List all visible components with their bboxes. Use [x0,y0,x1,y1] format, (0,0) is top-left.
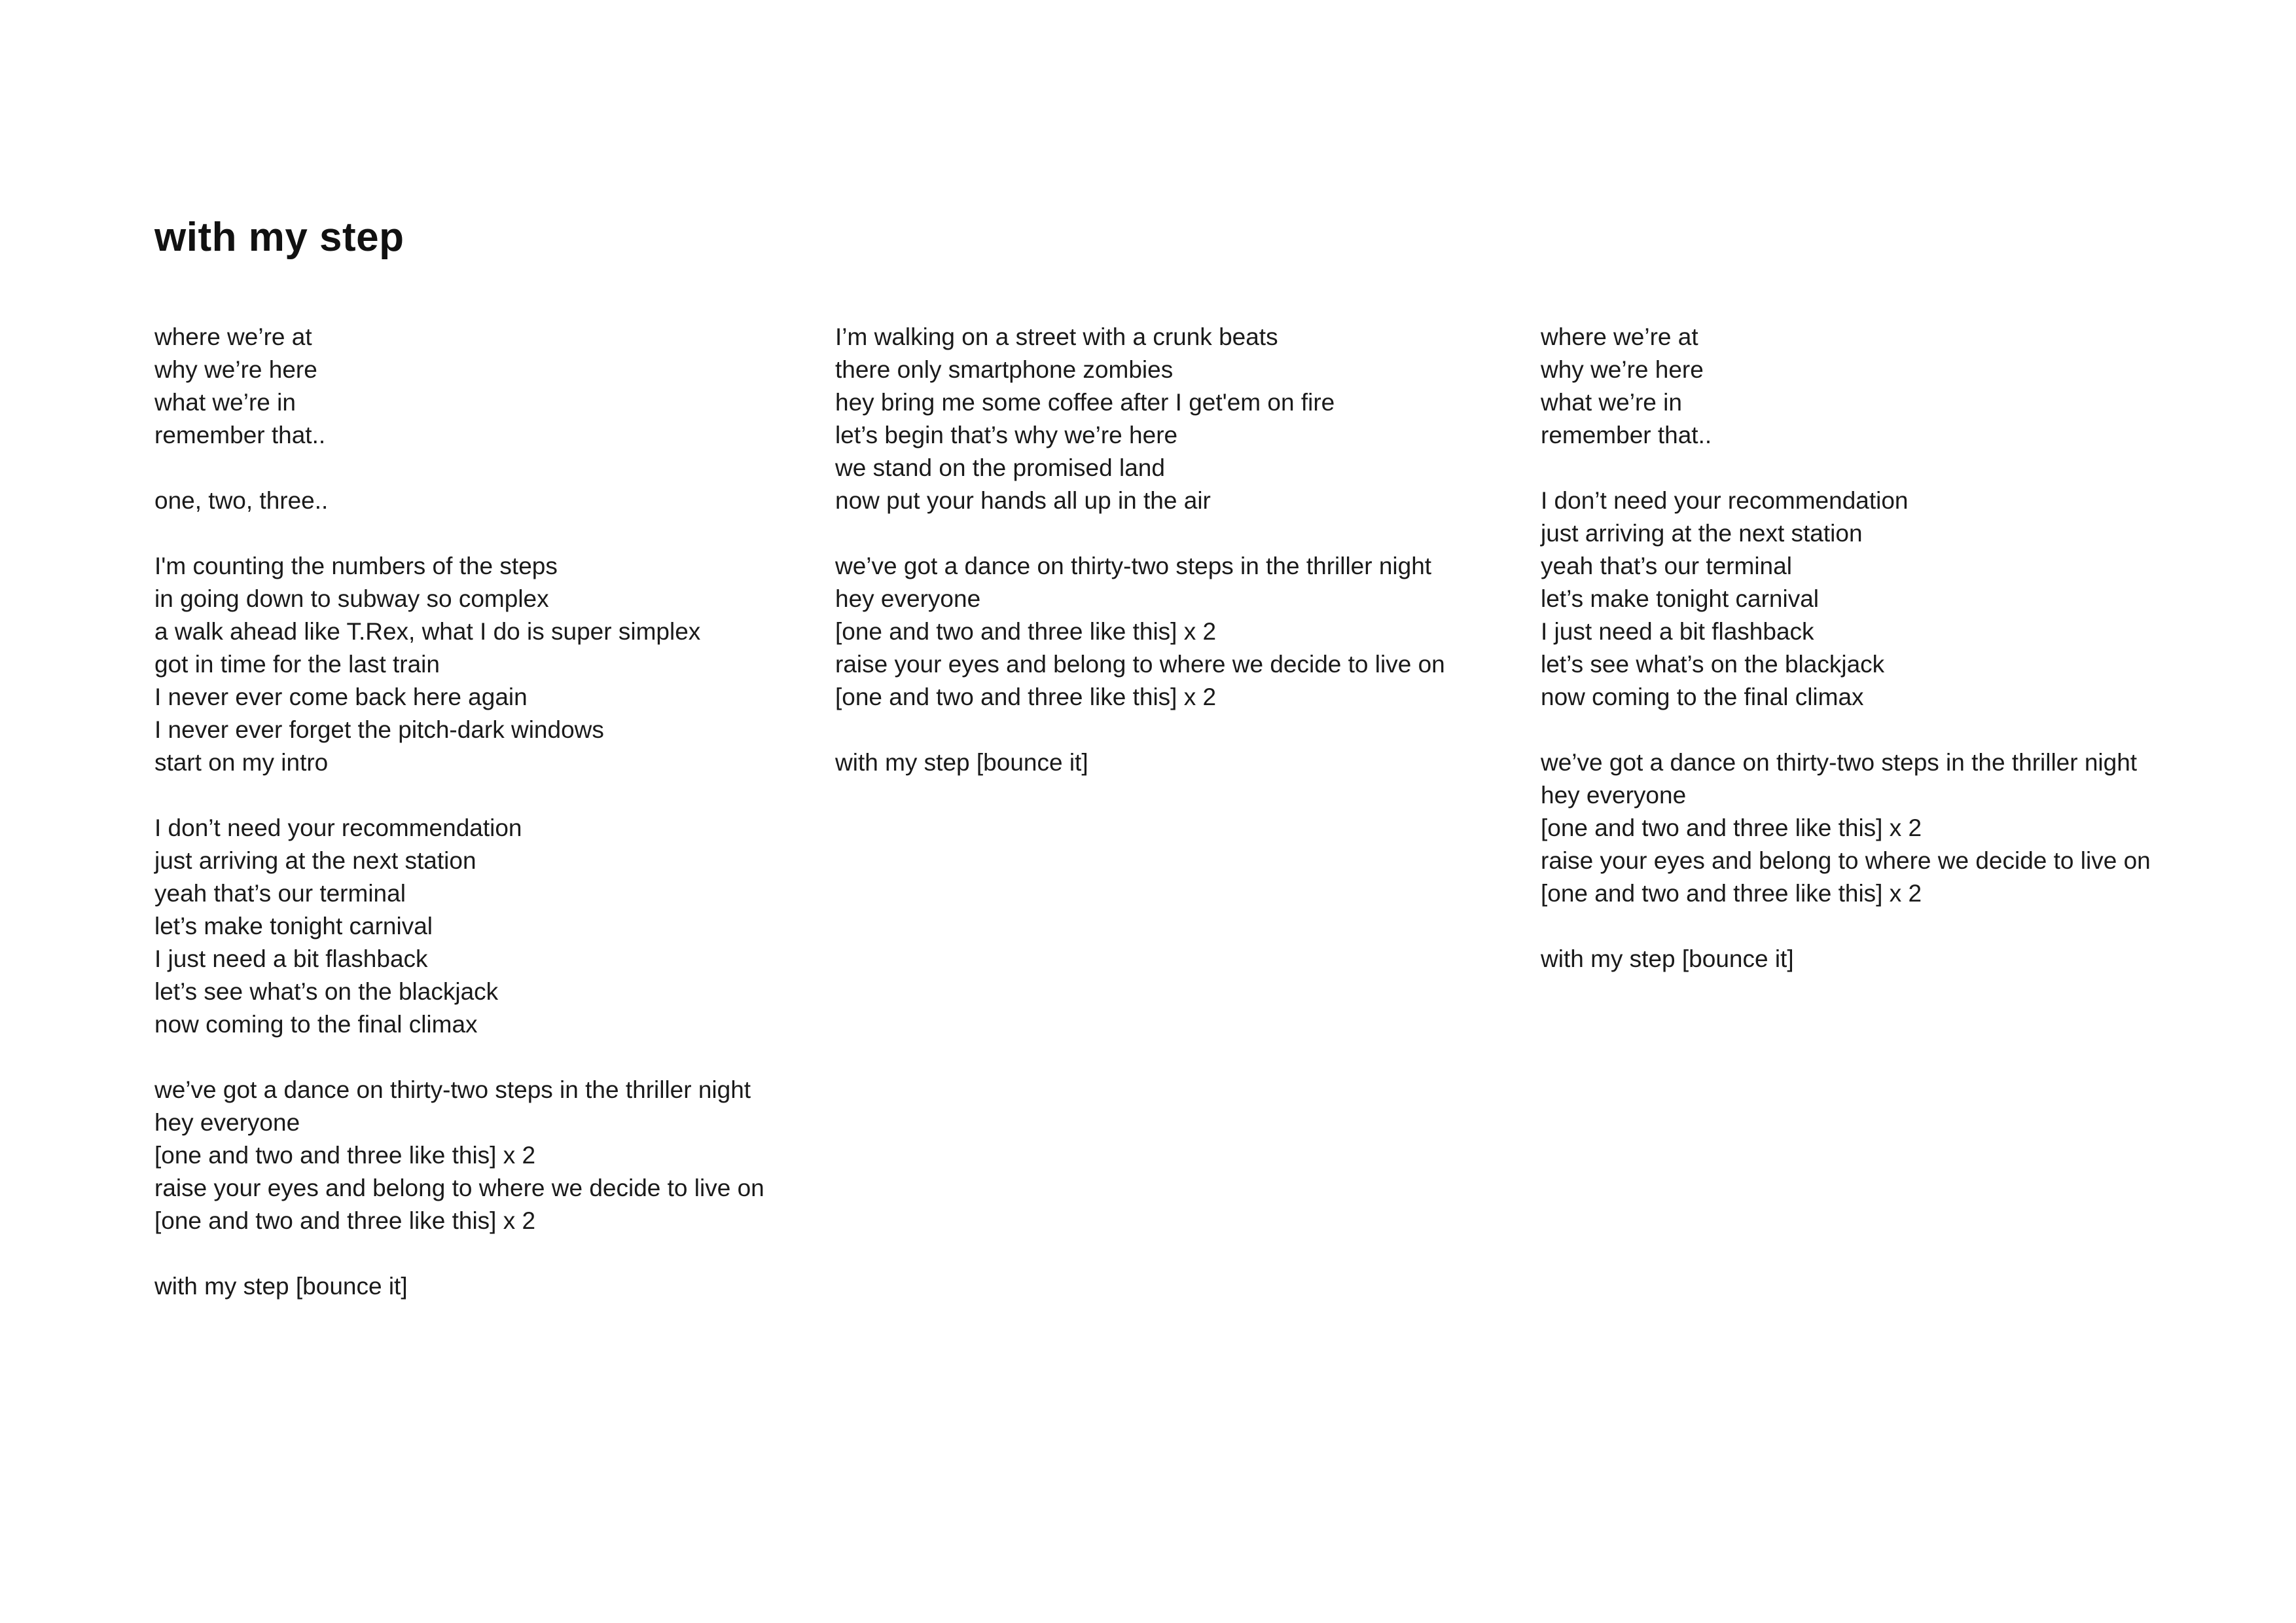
lyric-line: start on my intro [154,749,329,776]
lyric-line: why we’re here [1541,356,1704,383]
stanza [154,321,842,452]
stanza [154,550,842,779]
lyric-line: just arriving at the next station [154,847,476,874]
lyric-line: let’s begin that’s why we’re here [835,422,1178,448]
stanza [154,1074,842,1237]
lyric-line: with my step [bounce it] [154,1273,408,1300]
lyrics-column-2 [835,321,1522,812]
lyric-line: raise your eyes and belong to where we decide to live on [154,1175,764,1201]
stanza [835,550,1522,714]
lyric-line: we stand on the promised land [835,454,1165,481]
lyric-line: let’s make tonight carnival [154,913,433,939]
lyric-line: one, two, three.. [154,487,329,514]
lyric-line: raise your eyes and belong to where we decide to live on [835,651,1445,678]
stanza [154,812,842,1041]
lyric-line: what we’re in [1541,389,1682,416]
lyric-line: now put your hands all up in the air [835,487,1211,514]
lyrics-column-3 [1541,321,2228,1008]
lyric-line: raise your eyes and belong to where we decide to live on [1541,847,2151,874]
lyric-line: I don’t need your recommendation [154,814,522,841]
stanza [1541,484,2228,714]
stanza [1541,321,2228,452]
lyric-line: [one and two and three like this] x 2 [835,684,1217,710]
lyric-line: yeah that’s our terminal [154,880,406,907]
lyric-line: remember that.. [1541,422,1712,448]
lyric-line: now coming to the final climax [1541,684,1864,710]
lyric-line: where we’re at [1541,323,1698,350]
lyric-line: what we’re in [154,389,296,416]
lyric-line: I’m walking on a street with a crunk beats [835,323,1278,350]
lyric-line: [one and two and three like this] x 2 [154,1207,536,1234]
lyric-line: we’ve got a dance on thirty-two steps in the thriller night [1541,749,2138,776]
stanza [835,321,1522,517]
lyric-line: yeah that’s our terminal [1541,553,1792,579]
lyric-line: I just need a bit flashback [154,945,428,972]
lyric-line: let’s see what’s on the blackjack [154,978,499,1005]
lyric-line: hey everyone [1541,782,1687,809]
lyric-line: remember that.. [154,422,326,448]
lyric-line: let’s see what’s on the blackjack [1541,651,1885,678]
lyric-line: I'm counting the numbers of the steps [154,553,558,579]
lyric-line: I don’t need your recommendation [1541,487,1909,514]
lyric-line: [one and two and three like this] x 2 [1541,814,1922,841]
lyric-line: let’s make tonight carnival [1541,585,1820,612]
stanza [154,1270,842,1303]
stanza [1541,746,2228,910]
lyric-line: hey everyone [154,1109,300,1136]
stanza [835,746,1522,779]
lyric-line: why we’re here [154,356,317,383]
lyric-line: got in time for the last train [154,651,440,678]
lyric-line: there only smartphone zombies [835,356,1174,383]
lyric-line: a walk ahead like T.Rex, what I do is super simplex [154,618,701,645]
lyric-line: in going down to subway so complex [154,585,549,612]
lyrics-column-1 [154,321,842,1336]
lyric-line: now coming to the final climax [154,1011,478,1038]
lyric-line: [one and two and three like this] x 2 [154,1142,536,1169]
stanza [1541,943,2228,976]
lyric-line: we’ve got a dance on thirty-two steps in the thriller night [835,553,1432,579]
lyric-line: with my step [bounce it] [835,749,1088,776]
lyric-line: we’ve got a dance on thirty-two steps in the thriller night [154,1076,751,1103]
stanza [154,484,842,517]
lyric-line: hey bring me some coffee after I get'em on fire [835,389,1335,416]
lyric-line: hey everyone [835,585,981,612]
lyric-line: with my step [bounce it] [1541,945,1794,972]
lyric-line: I never ever come back here again [154,684,528,710]
lyric-line: where we’re at [154,323,312,350]
lyric-line: I just need a bit flashback [1541,618,1814,645]
lyric-line: just arriving at the next station [1541,520,1863,547]
lyric-line: I never ever forget the pitch-dark windows [154,716,604,743]
lyric-line: [one and two and three like this] x 2 [835,618,1217,645]
lyric-line: [one and two and three like this] x 2 [1541,880,1922,907]
page-title: with my step [154,215,404,260]
